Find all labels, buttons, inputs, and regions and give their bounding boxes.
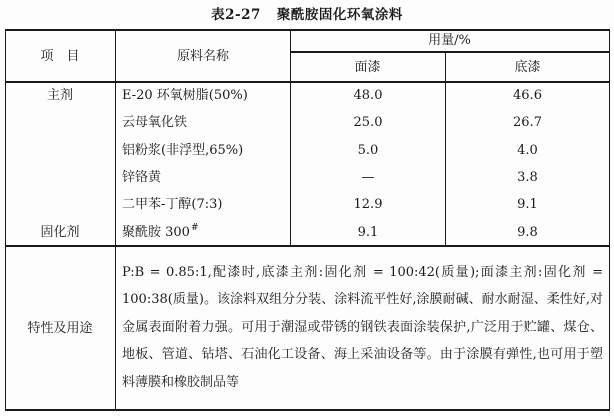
material-name: [122, 219, 288, 245]
material-name-text: 聚酰胺 300: [122, 224, 190, 240]
header-topcoat: 面漆: [354, 59, 381, 75]
topcoat-value: 48.0: [353, 88, 383, 103]
primer-value: 9.8: [517, 224, 538, 240]
primer-value: 3.8: [517, 170, 538, 185]
header-item: 项 目: [40, 48, 80, 64]
features-text: P:B = 0.85:1,配漆时,底漆主剂:固化剂 = 100:42(质量);面漆主剂:固化剂 = 100:38(质量)。该涂料双组分分装、涂料流平性好,涂膜耐碱、耐水耐湿、柔性好,对金属表面附着力强。可用于潮湿或带锈的钢铁表面涂装保护,广泛用于贮罐、煤仓、地板、管道、钻塔、石油化工设备、海上采油设备等。由于涂膜有弹性,也可用于塑料薄膜和橡胶制品等: [122, 265, 603, 390]
primer-value: 46.6: [513, 88, 542, 103]
material-name: E-20 环氧树脂(50%): [122, 88, 248, 103]
group-label-curing-agent: 固化剂: [40, 224, 80, 240]
divider-item-column: [115, 29, 116, 411]
table-border-bottom: [5, 409, 610, 411]
table-border-right: [609, 29, 610, 411]
table-title: [0, 3, 614, 23]
material-name: 云母氧化铁: [122, 115, 188, 130]
group-label-main-agent: 主剂: [46, 88, 73, 103]
table-title-text: 聚酰胺固化环氧涂料: [276, 7, 403, 23]
primer-value: 9.1: [517, 197, 538, 212]
topcoat-value: 9.1: [357, 224, 379, 240]
topcoat-value: 12.9: [353, 197, 383, 212]
topcoat-value: 25.0: [353, 115, 383, 130]
material-name: 二甲苯-丁醇(7:3): [122, 197, 223, 212]
header-amount: 用量/%: [428, 32, 471, 48]
material-name: 锌铬黄: [122, 170, 162, 185]
header-primer: 底漆: [514, 59, 541, 75]
topcoat-value: 5.0: [357, 143, 379, 158]
table-number: 表2-27: [211, 7, 261, 23]
primer-value: 4.0: [517, 143, 538, 158]
header-material: 原料名称: [176, 48, 229, 64]
material-name: 铝粉浆(非浮型,65%): [122, 143, 244, 158]
features-label: 特性及用途: [27, 320, 93, 336]
material-name-superscript: #: [190, 222, 199, 233]
topcoat-value: —: [361, 170, 375, 185]
primer-value: 26.7: [513, 115, 542, 130]
